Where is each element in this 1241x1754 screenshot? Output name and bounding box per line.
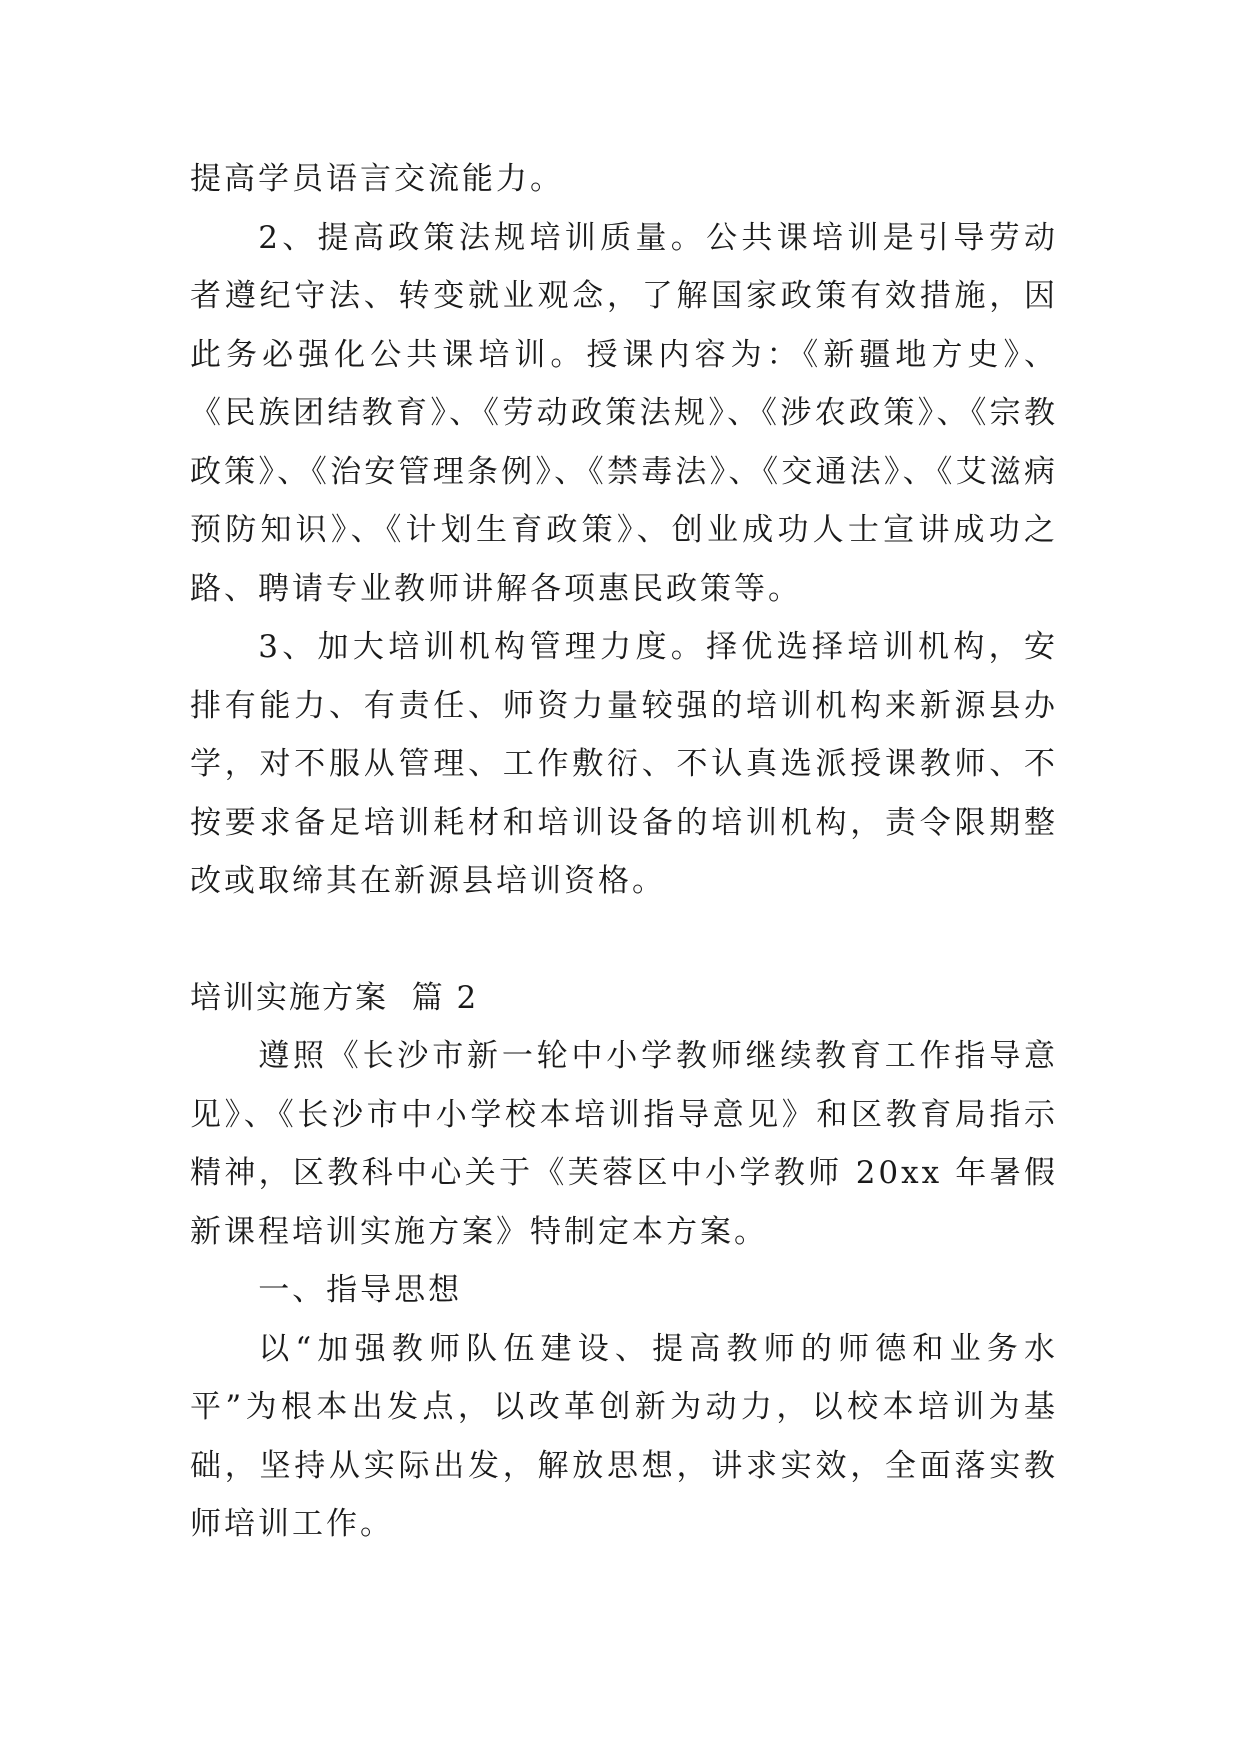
- document-body: [190, 150, 1058, 1554]
- section-title: 培训实施方案 篇 2: [190, 979, 479, 1016]
- heading-guiding-ideology: 一、指导思想: [258, 1272, 463, 1308]
- paragraph: 遵照《长沙市新一轮中小学教师继续教育工作指导意见》、《长沙市中小学校本培训指导意见》和区教育局指示精神，区教科中心关于《芙蓉区中小学教师 20xx 年暑假新课程培训实施方案》特制定本方案。: [190, 1038, 1058, 1250]
- section-spacer: [190, 911, 1058, 969]
- paragraph: 以“加强教师队伍建设、提高教师的师德和业务水平”为根本出发点，以改革创新为动力，以校本培训为基础，坚持从实际出发，解放思想，讲求实效，全面落实教师培训工作。: [190, 1330, 1058, 1542]
- paragraph: 3、加大培训机构管理力度。择优选择培训机构，安排有能力、有责任、师资力量较强的培训机构来新源县办学，对不服从管理、工作敷衍、不认真选派授课教师、不按要求备足培训耗材和培训设备的培训机构，责令限期整改或取缔其在新源县培训资格。: [190, 629, 1058, 899]
- paragraph: 提高学员语言交流能力。: [190, 161, 564, 197]
- paragraph: 2、提高政策法规培训质量。公共课培训是引导劳动者遵纪守法、转变就业观念，了解国家政策有效措施，因此务必强化公共课培训。授课内容为：《新疆地方史》、《民族团结教育》、《劳动政策法规》、《涉农政策》、《宗教政策》、《治安管理条例》、《禁毒法》、《交通法》、《艾滋病预防知识》、《计划生育政策》、创业成功人士宣讲成功之路、聘请专业教师讲解各项惠民政策等。: [190, 219, 1058, 607]
